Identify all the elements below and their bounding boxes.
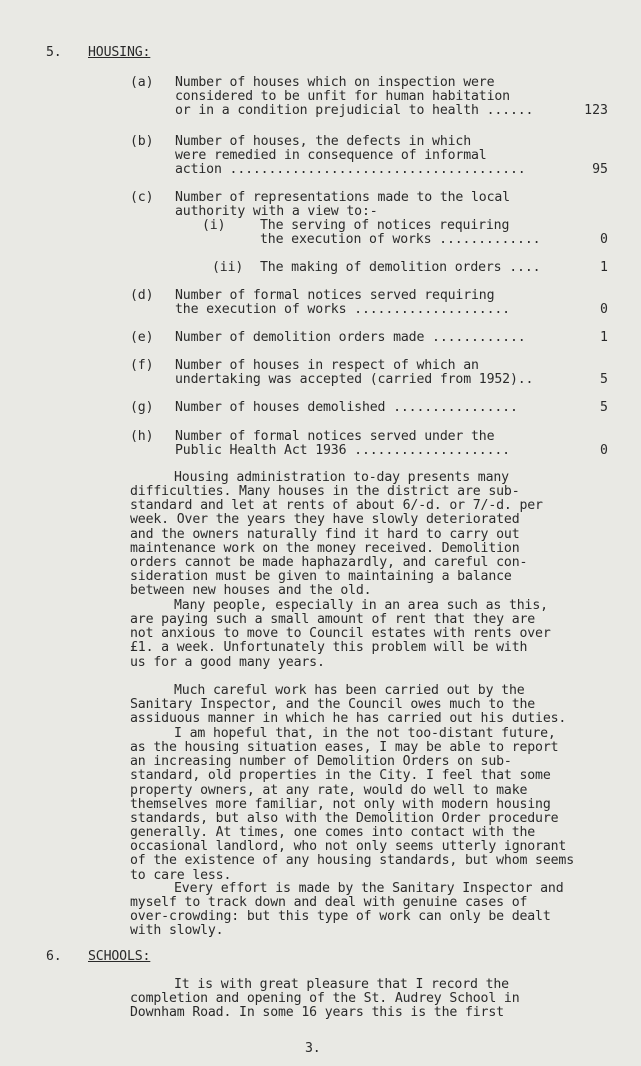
paragraph: standard and let at rents of about 6/-d. or 7/-d. per — [130, 498, 543, 514]
item-label: (f) — [130, 358, 154, 373]
paragraph: with slowly. — [130, 923, 224, 939]
item-label: (b) — [130, 134, 154, 149]
paragraph: standard, old properties in the City. I feel that some — [130, 768, 551, 784]
item-text: Number of houses which on inspection were — [175, 75, 495, 90]
item-label: (e) — [130, 330, 154, 345]
paragraph: assiduous manner in which he has carried out his duties. — [130, 711, 567, 727]
paragraph: Housing administration to-day presents many — [174, 470, 509, 485]
paragraph: Much careful work has been carried out by the — [174, 683, 525, 698]
item-text: Number of demolition orders made ............ — [175, 330, 526, 345]
paragraph: Many people, especially in an area such as this, — [174, 598, 548, 613]
item-text: Number of houses in respect of which an — [175, 358, 479, 373]
item-value: 0 — [600, 302, 608, 318]
paragraph: week. Over the years they have slowly deteriorated — [130, 512, 520, 528]
item-label: (ii) — [212, 260, 244, 275]
item-value: 95 — [592, 162, 608, 178]
item-label: (d) — [130, 288, 154, 303]
item-text: undertaking was accepted (carried from 1952).. — [175, 372, 534, 388]
item-text: Number of representations made to the local — [175, 190, 510, 205]
paragraph: Every effort is made by the Sanitary Inspector and — [174, 881, 564, 896]
item-value: 123 — [584, 103, 608, 119]
item-text: were remedied in consequence of informal — [175, 148, 487, 164]
paragraph: generally. At times, one comes into contact with the — [130, 825, 536, 841]
paragraph: myself to track down and deal with genuine cases of — [130, 895, 528, 911]
paragraph: as the housing situation eases, I may be able to report — [130, 740, 559, 756]
paragraph: difficulties. Many houses in the district are sub- — [130, 484, 520, 500]
item-value: 0 — [600, 443, 608, 459]
paragraph: an increasing number of Demolition Orders on sub- — [130, 754, 512, 770]
paragraph: not anxious to move to Council estates with rents over — [130, 626, 551, 642]
item-text: Number of houses, the defects in which — [175, 134, 472, 149]
item-label: (g) — [130, 400, 154, 415]
paragraph: orders cannot be made haphazardly, and careful con- — [130, 554, 528, 570]
item-text: the execution of works .................... — [175, 302, 510, 318]
item-text: authority with a view to:- — [175, 204, 378, 220]
item-text: The serving of notices requiring — [260, 218, 510, 233]
item-text: Number of formal notices served requiring — [175, 288, 495, 303]
item-label: (h) — [130, 429, 154, 444]
item-label: (c) — [130, 190, 154, 205]
paragraph: occasional landlord, who not only seems utterly ignorant — [130, 839, 567, 855]
paragraph: to care less. — [130, 867, 232, 883]
item-value: 1 — [600, 260, 608, 275]
paragraph: themselves more familiar, not only with modern housing — [130, 796, 551, 812]
item-text: the execution of works ............. — [260, 232, 541, 248]
paragraph: us for a good many years. — [130, 654, 325, 670]
section-number: 5. — [46, 45, 62, 60]
item-text: action ...................................... — [175, 162, 526, 178]
item-text: Number of formal notices served under the — [175, 429, 495, 444]
paragraph: standards, but also with the Demolition Order procedure — [130, 810, 559, 826]
item-label: (a) — [130, 75, 154, 90]
item-text: The making of demolition orders .... — [260, 260, 541, 275]
paragraph: £1. a week. Unfortunately this problem will be with — [130, 640, 528, 656]
paragraph: maintenance work on the money received. Demolition — [130, 540, 520, 556]
paragraph: of the existence of any housing standards, but whom seems — [130, 853, 575, 869]
item-text: Number of houses demolished ................ — [175, 400, 518, 415]
paragraph: between new houses and the old. — [130, 583, 372, 599]
paragraph: It is with great pleasure that I record the — [174, 977, 509, 992]
paragraph: are paying such a small amount of rent that they are — [130, 612, 536, 628]
item-value: 1 — [600, 330, 608, 345]
paragraph: Sanitary Inspector, and the Council owes much to the — [130, 697, 536, 713]
item-value: 5 — [600, 400, 608, 415]
item-text: considered to be unfit for human habitation — [175, 89, 510, 105]
paragraph: and the owners naturally find it hard to carry out — [130, 526, 520, 542]
paragraph: property owners, at any rate, would do well to make — [130, 782, 528, 798]
paragraph: I am hopeful that, in the not too-distant future, — [174, 726, 556, 741]
paragraph: Downham Road. In some 16 years this is the first — [130, 1005, 504, 1021]
paragraph: sideration must be given to maintaining a balance — [130, 569, 512, 585]
item-value: 0 — [600, 232, 608, 248]
item-value: 5 — [600, 372, 608, 388]
item-text: Public Health Act 1936 .................... — [175, 443, 510, 459]
paragraph: completion and opening of the St. Audrey School in — [130, 991, 520, 1007]
section-heading: HOUSING: — [88, 45, 151, 60]
page-number: 3. — [305, 1041, 321, 1056]
item-text: or in a condition prejudicial to health ...... — [175, 103, 534, 119]
paragraph: over-crowding: but this type of work can only be dealt — [130, 909, 551, 925]
section-heading: SCHOOLS: — [88, 949, 151, 964]
section-number: 6. — [46, 949, 62, 964]
item-label: (i) — [202, 218, 226, 233]
